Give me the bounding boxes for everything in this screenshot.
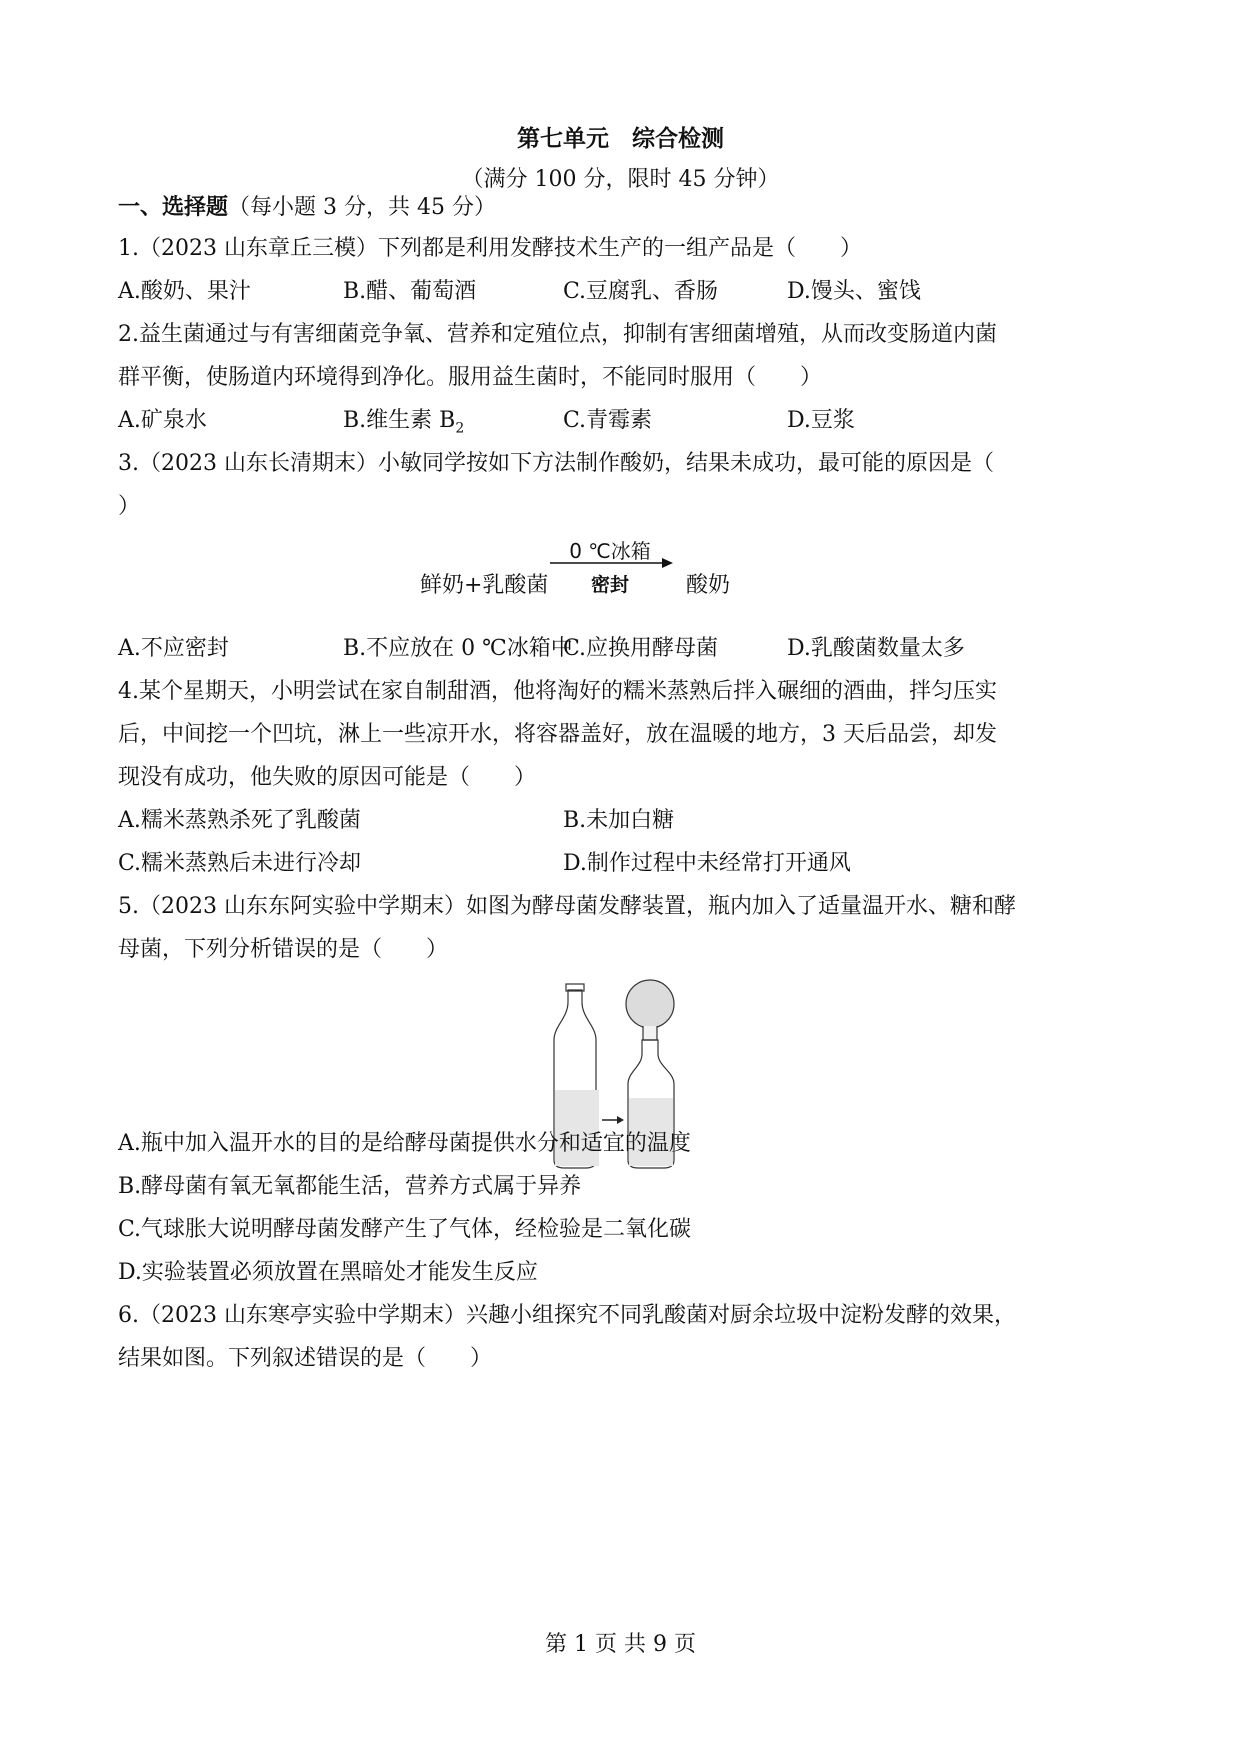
question-3-stem-line1: 3.（2023 山东长清期末）小敏同学按如下方法制作酸奶，结果未成功，最可能的原因是（ (118, 451, 994, 476)
q2-option-d: D.豆浆 (787, 408, 855, 433)
q1-option-b: B.醋、葡萄酒 (343, 279, 477, 304)
question-2-stem-line1: 2.益生菌通过与有害细菌竞争氧、营养和定殖位点，抑制有害细菌增殖，从而改变肠道内菌 (118, 322, 997, 347)
reaction-arrow-icon (550, 557, 675, 569)
q2-option-b (343, 404, 464, 445)
q5-option-c: C.气球胀大说明酵母菌发酵产生了气体，经检验是二氧化碳 (118, 1217, 692, 1242)
question-5-stem-line2: 母菌，下列分析错误的是（ ） (118, 937, 449, 962)
page-subtitle: （满分 100 分，限时 45 分钟） (461, 167, 780, 192)
q2-option-b-text: B.维生素 B (343, 408, 456, 433)
question-1-stem: 1.（2023 山东章丘三模）下列都是利用发酵技术生产的一组产品是（ ） (118, 236, 862, 261)
q5-option-d: D.实验装置必须放置在黑暗处才能发生反应 (118, 1260, 538, 1285)
q3-option-d: D.乳酸菌数量太多 (787, 636, 965, 661)
section-label: 一、选择题 (118, 194, 229, 220)
q4-option-d: D.制作过程中未经常打开通风 (563, 851, 851, 876)
reaction-condition-above: 0 ℃冰箱 (569, 539, 651, 563)
reaction-condition-below: 密封 (590, 574, 629, 596)
question-2-stem-line2: 群平衡，使肠道内环境得到净化。服用益生菌时，不能同时服用（ ） (118, 365, 823, 390)
question-4-stem-line3: 现没有成功，他失败的原因可能是（ ） (118, 765, 537, 790)
q1-option-a: A.酸奶、果汁 (118, 279, 251, 304)
q4-option-a: A.糯米蒸熟杀死了乳酸菌 (118, 808, 361, 833)
page-footer: 第 1 页 共 9 页 (545, 1632, 696, 1657)
q1-option-d: D.馒头、蜜饯 (787, 279, 921, 304)
q2-option-b-subscript: 2 (455, 420, 465, 437)
q3-option-b: B.不应放在 0 ℃冰箱中 (343, 636, 573, 661)
question-6-stem-line2: 结果如图。下列叙述错误的是（ ） (118, 1346, 493, 1371)
q2-option-c: C.青霉素 (563, 408, 653, 433)
q2-option-a: A.矿泉水 (118, 408, 207, 433)
question-6-stem-line1: 6.（2023 山东寒亭实验中学期末）兴趣小组探究不同乳酸菌对厨余垃圾中淀粉发酵的效果， (118, 1303, 1016, 1328)
arrow-right-icon (602, 1116, 624, 1124)
q4-option-c: C.糯米蒸熟后未进行冷却 (118, 851, 362, 876)
question-4-stem-line2: 后，中间挖一个凹坑，淋上一些凉开水，将容器盖好，放在温暖的地方，3 天后品尝，却发 (118, 722, 997, 747)
reaction-left: 鲜奶+乳酸菌 (420, 573, 549, 598)
question-3-stem-line2: ） (118, 494, 141, 519)
balloon-icon (626, 980, 674, 1040)
q3-option-a: A.不应密封 (118, 636, 229, 661)
page-title: 第七单元 综合检测 (517, 125, 724, 152)
q3-option-c: C.应换用酵母菌 (563, 636, 719, 661)
q5-option-a: A.瓶中加入温开水的目的是给酵母菌提供水分和适宜的温度 (118, 1131, 691, 1156)
reaction-right: 酸奶 (686, 573, 731, 598)
section-note: （每小题 3 分，共 45 分） (228, 195, 496, 220)
q5-option-b: B.酵母菌有氧无氧都能生活，营养方式属于异养 (118, 1174, 582, 1199)
reaction-diagram (420, 535, 840, 605)
section-heading (118, 190, 496, 225)
q4-option-b: B.未加白糖 (563, 808, 675, 833)
question-5-stem-line1: 5.（2023 山东东阿实验中学期末）如图为酵母菌发酵装置，瓶内加入了适量温开水、糖和酵 (118, 894, 1016, 919)
q1-option-c: C.豆腐乳、香肠 (563, 279, 719, 304)
question-4-stem-line1: 4.某个星期天，小明尝试在家自制甜酒，他将淘好的糯米蒸熟后拌入碾细的酒曲，拌匀压实 (118, 679, 997, 704)
